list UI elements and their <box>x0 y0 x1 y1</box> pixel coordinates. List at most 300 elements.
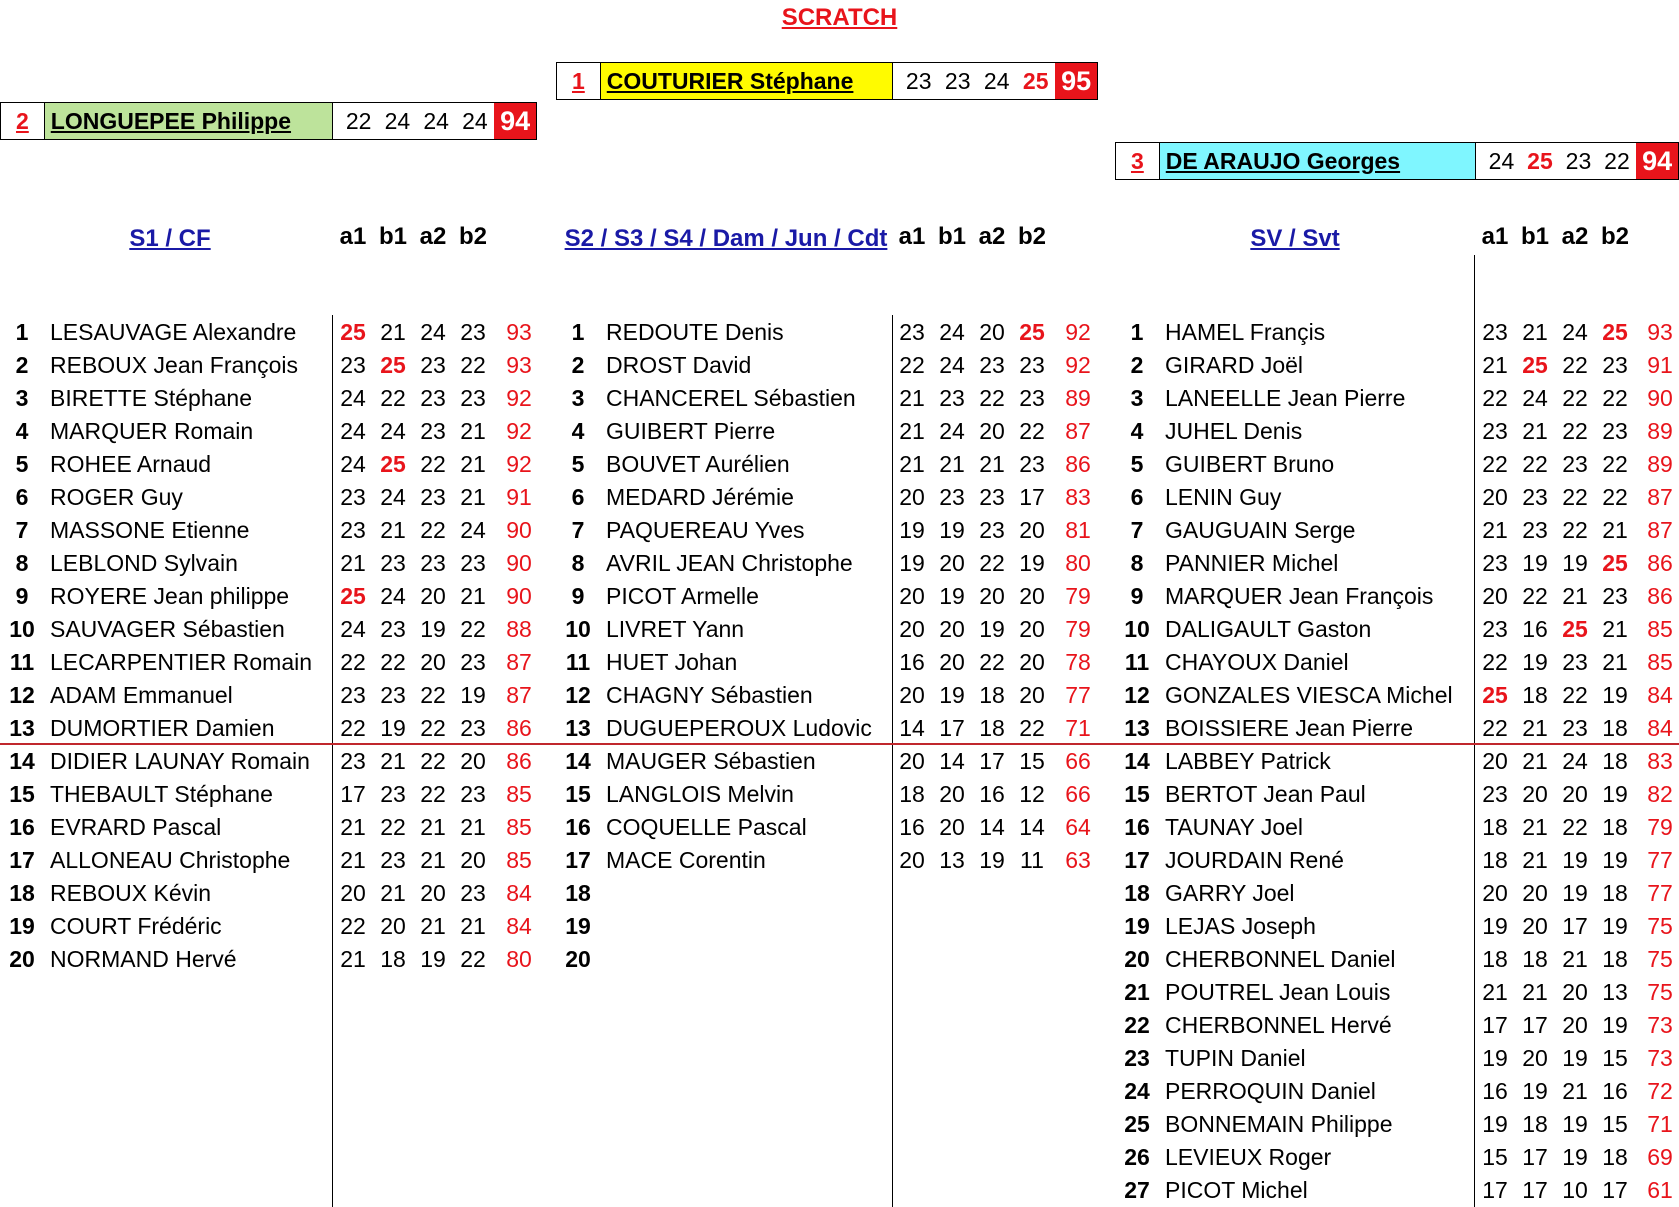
row-total: 92 <box>1065 352 1091 378</box>
row-score: 20 <box>1019 517 1045 543</box>
row-score: 17 <box>340 781 366 807</box>
row-score: 16 <box>1522 616 1548 642</box>
row-score: 20 <box>1522 913 1548 939</box>
row-name: PANNIER Michel <box>1165 550 1339 576</box>
row-score: 19 <box>979 847 1005 873</box>
row-score: 23 <box>340 682 366 708</box>
row-rank: 15 <box>565 781 591 807</box>
row-score: 19 <box>1482 1045 1508 1071</box>
table-row <box>0 448 1679 481</box>
row-score: 21 <box>1562 583 1588 609</box>
row-total: 92 <box>506 385 532 411</box>
row-score: 22 <box>1522 451 1548 477</box>
table-row <box>0 844 1679 877</box>
row-score: 23 <box>979 484 1005 510</box>
row-rank: 7 <box>571 517 585 543</box>
row-score: 21 <box>380 319 406 345</box>
table-row <box>0 679 1679 712</box>
row-rank: 6 <box>571 484 585 510</box>
row-score: 24 <box>340 451 366 477</box>
row-score: 18 <box>899 781 925 807</box>
row-total: 77 <box>1647 847 1673 873</box>
row-total: 85 <box>506 781 532 807</box>
row-rank: 13 <box>1124 715 1150 741</box>
row-score: 17 <box>1522 1144 1548 1170</box>
category-header-s2: S2 / S3 / S4 / Dam / Jun / Cdt <box>564 225 888 252</box>
table-row <box>0 1042 1679 1075</box>
table-row <box>0 943 1679 976</box>
row-score: 20 <box>1019 649 1045 675</box>
row-rank: 19 <box>1124 913 1150 939</box>
row-score: 22 <box>340 715 366 741</box>
row-name: ROHEE Arnaud <box>50 451 212 477</box>
row-score: 20 <box>979 319 1005 345</box>
col-label: a2 <box>1561 223 1589 250</box>
row-rank: 1 <box>571 319 585 345</box>
row-rank: 18 <box>1124 880 1150 906</box>
row-total: 71 <box>1065 715 1091 741</box>
row-rank: 3 <box>571 385 585 411</box>
podium-score: 25 <box>1022 67 1049 94</box>
row-score: 22 <box>979 649 1005 675</box>
row-score: 22 <box>1019 715 1045 741</box>
row-score: 14 <box>939 748 965 774</box>
row-score: 25 <box>380 352 406 378</box>
row-score: 24 <box>380 583 406 609</box>
table-row <box>0 547 1679 580</box>
row-name: DALIGAULT Gaston <box>1165 616 1372 642</box>
row-score: 20 <box>460 847 486 873</box>
table-row <box>0 349 1679 382</box>
row-name: LANEELLE Jean Pierre <box>1165 385 1406 411</box>
row-score: 18 <box>380 946 406 972</box>
table-row <box>0 646 1679 679</box>
row-rank: 20 <box>565 946 591 972</box>
row-rank: 20 <box>9 946 35 972</box>
row-total: 93 <box>1647 319 1673 345</box>
row-score: 20 <box>1522 781 1548 807</box>
podium-rank: 2 <box>1 103 45 139</box>
row-rank: 4 <box>1130 418 1144 444</box>
row-total: 90 <box>506 550 532 576</box>
row-score: 19 <box>1522 1078 1548 1104</box>
row-name: NORMAND Hervé <box>50 946 237 972</box>
row-score: 23 <box>460 715 486 741</box>
row-name: AVRIL JEAN Christophe <box>606 550 853 576</box>
row-name: MEDARD Jérémie <box>606 484 794 510</box>
row-score: 19 <box>1482 913 1508 939</box>
row-total: 80 <box>1065 550 1091 576</box>
row-score: 19 <box>939 517 965 543</box>
row-name: ALLONEAU Christophe <box>50 847 291 873</box>
row-score: 10 <box>1562 1177 1588 1203</box>
row-score: 23 <box>1602 418 1628 444</box>
row-score: 15 <box>1482 1144 1508 1170</box>
podium-score: 23 <box>905 67 932 94</box>
table-row <box>0 613 1679 646</box>
row-score: 19 <box>1562 1111 1588 1137</box>
row-score: 25 <box>1562 616 1588 642</box>
row-rank: 9 <box>1130 583 1144 609</box>
row-score: 23 <box>1562 649 1588 675</box>
row-score: 21 <box>1562 1078 1588 1104</box>
podium-score: 24 <box>462 107 488 134</box>
row-score: 18 <box>1602 880 1628 906</box>
row-score: 23 <box>380 781 406 807</box>
row-total: 86 <box>1647 583 1673 609</box>
row-score: 23 <box>340 484 366 510</box>
row-score: 17 <box>1482 1177 1508 1203</box>
row-score: 22 <box>1562 352 1588 378</box>
row-score: 19 <box>1019 550 1045 576</box>
podium-rank: 3 <box>1116 143 1160 179</box>
row-name: PICOT Armelle <box>606 583 759 609</box>
row-score: 25 <box>1482 682 1508 708</box>
row-score: 22 <box>1562 385 1588 411</box>
podium-score: 24 <box>1488 147 1515 174</box>
row-name: GUIBERT Bruno <box>1165 451 1335 477</box>
table-row <box>0 1174 1679 1207</box>
row-score: 24 <box>939 319 965 345</box>
category-header-s1: S1 / CF <box>129 225 211 252</box>
row-score: 21 <box>939 451 965 477</box>
row-rank: 18 <box>9 880 35 906</box>
row-total: 85 <box>1647 616 1673 642</box>
row-score: 23 <box>460 385 486 411</box>
row-total: 72 <box>1647 1078 1673 1104</box>
row-name: LEBLOND Sylvain <box>50 550 238 576</box>
col-label: b2 <box>458 223 487 250</box>
row-score: 23 <box>460 550 486 576</box>
row-score: 19 <box>1522 649 1548 675</box>
row-rank: 2 <box>571 352 585 378</box>
row-rank: 17 <box>565 847 591 873</box>
row-name: TAUNAY Joel <box>1165 814 1304 840</box>
row-score: 19 <box>1602 913 1628 939</box>
row-score: 23 <box>340 352 366 378</box>
col-label: a1 <box>898 223 926 250</box>
row-score: 22 <box>1019 418 1045 444</box>
row-name: BOUVET Aurélien <box>606 451 790 477</box>
row-total: 71 <box>1647 1111 1673 1137</box>
row-score: 23 <box>1522 517 1548 543</box>
col-label: a1 <box>1481 223 1509 250</box>
row-score: 18 <box>1602 748 1628 774</box>
row-name: ROGER Guy <box>50 484 183 510</box>
row-score: 18 <box>1602 814 1628 840</box>
row-total: 89 <box>1065 385 1091 411</box>
podium-second <box>0 102 537 140</box>
table-row <box>0 415 1679 448</box>
row-total: 73 <box>1647 1045 1673 1071</box>
row-score: 21 <box>1522 748 1548 774</box>
row-score: 24 <box>1562 748 1588 774</box>
row-score: 21 <box>380 517 406 543</box>
row-name: PICOT Michel <box>1165 1177 1308 1203</box>
row-total: 80 <box>506 946 532 972</box>
row-score: 22 <box>420 451 446 477</box>
row-rank: 19 <box>9 913 35 939</box>
row-score: 20 <box>420 583 446 609</box>
row-name: LABBEY Patrick <box>1165 748 1331 774</box>
row-score: 25 <box>1019 319 1045 345</box>
row-total: 75 <box>1647 979 1673 1005</box>
row-score: 23 <box>420 418 446 444</box>
page-title: SCRATCH <box>781 4 898 31</box>
row-score: 21 <box>340 946 366 972</box>
row-name: BERTOT Jean Paul <box>1165 781 1366 807</box>
table-row <box>0 778 1679 811</box>
row-total: 87 <box>1647 484 1673 510</box>
row-rank: 25 <box>1124 1111 1150 1137</box>
row-score: 17 <box>1562 913 1588 939</box>
row-score: 25 <box>380 451 406 477</box>
row-score: 24 <box>340 385 366 411</box>
row-score: 20 <box>939 814 965 840</box>
row-rank: 16 <box>1124 814 1150 840</box>
row-score: 14 <box>899 715 925 741</box>
row-score: 21 <box>1482 979 1508 1005</box>
row-score: 23 <box>460 649 486 675</box>
col-label: b2 <box>1017 223 1046 250</box>
row-score: 23 <box>1562 715 1588 741</box>
row-name: JOURDAIN René <box>1165 847 1344 873</box>
row-name: BONNEMAIN Philippe <box>1165 1111 1393 1137</box>
row-score: 21 <box>340 550 366 576</box>
row-rank: 20 <box>1124 946 1150 972</box>
row-score: 20 <box>1562 1012 1588 1038</box>
row-score: 20 <box>460 748 486 774</box>
row-name: HUET Johan <box>606 649 738 675</box>
row-total: 73 <box>1647 1012 1673 1038</box>
row-name: CHERBONNEL Hervé <box>1165 1012 1392 1038</box>
col-label: b2 <box>1600 223 1629 250</box>
row-score: 21 <box>1602 517 1628 543</box>
row-score: 19 <box>420 616 446 642</box>
row-score: 22 <box>1602 385 1628 411</box>
row-score: 22 <box>1482 385 1508 411</box>
row-name: HAMEL Françis <box>1165 319 1326 345</box>
row-rank: 11 <box>1124 649 1150 675</box>
table-row <box>0 877 1679 910</box>
row-rank: 3 <box>15 385 29 411</box>
row-score: 24 <box>1562 319 1588 345</box>
row-name: LESAUVAGE Alexandre <box>50 319 297 345</box>
row-score: 18 <box>1482 847 1508 873</box>
table-row <box>0 745 1679 778</box>
row-total: 78 <box>1065 649 1091 675</box>
row-score: 22 <box>1482 715 1508 741</box>
row-score: 21 <box>1522 814 1548 840</box>
row-name: SAUVAGER Sébastien <box>50 616 285 642</box>
row-rank: 18 <box>565 880 591 906</box>
row-score: 19 <box>1522 550 1548 576</box>
row-score: 19 <box>460 682 486 708</box>
row-score: 23 <box>1482 781 1508 807</box>
row-score: 17 <box>1522 1177 1548 1203</box>
row-score: 21 <box>899 418 925 444</box>
row-name: DIDIER LAUNAY Romain <box>50 748 310 774</box>
row-total: 93 <box>506 352 532 378</box>
row-name: LANGLOIS Melvin <box>606 781 794 807</box>
row-rank: 3 <box>1130 385 1144 411</box>
row-score: 20 <box>420 880 446 906</box>
row-score: 23 <box>899 319 925 345</box>
row-total: 77 <box>1647 880 1673 906</box>
row-name: GAUGUAIN Serge <box>1165 517 1356 543</box>
row-name: CHERBONNEL Daniel <box>1165 946 1396 972</box>
row-total: 63 <box>1065 847 1091 873</box>
podium-score: 24 <box>983 67 1010 94</box>
row-rank: 1 <box>15 319 29 345</box>
row-score: 21 <box>1562 946 1588 972</box>
row-score: 20 <box>939 550 965 576</box>
row-total: 86 <box>506 715 532 741</box>
row-score: 20 <box>1019 583 1045 609</box>
row-total: 87 <box>506 649 532 675</box>
row-score: 23 <box>1602 583 1628 609</box>
row-total: 83 <box>1065 484 1091 510</box>
row-score: 19 <box>380 715 406 741</box>
row-rank: 9 <box>15 583 29 609</box>
row-name: JUHEL Denis <box>1165 418 1303 444</box>
row-score: 22 <box>1482 649 1508 675</box>
row-rank: 8 <box>1130 550 1144 576</box>
row-score: 16 <box>899 814 925 840</box>
row-score: 20 <box>939 649 965 675</box>
row-total: 84 <box>1647 715 1673 741</box>
row-rank: 4 <box>571 418 585 444</box>
row-total: 87 <box>506 682 532 708</box>
row-total: 82 <box>1647 781 1673 807</box>
row-score: 21 <box>460 451 486 477</box>
row-score: 16 <box>899 649 925 675</box>
row-total: 91 <box>506 484 532 510</box>
podium-total: 94 <box>494 103 536 139</box>
row-score: 22 <box>1562 517 1588 543</box>
row-score: 19 <box>939 682 965 708</box>
row-total: 66 <box>1065 781 1091 807</box>
podium-name: DE ARAUJO Georges <box>1160 143 1476 179</box>
row-score: 22 <box>460 616 486 642</box>
table-row <box>0 1141 1679 1174</box>
row-score: 19 <box>1602 781 1628 807</box>
row-score: 20 <box>979 418 1005 444</box>
row-rank: 5 <box>1130 451 1144 477</box>
podium-score: 22 <box>345 107 372 134</box>
podium-third <box>1115 142 1679 180</box>
row-rank: 5 <box>571 451 585 477</box>
row-rank: 17 <box>1124 847 1150 873</box>
row-score: 21 <box>380 880 406 906</box>
row-rank: 14 <box>1124 748 1150 774</box>
row-score: 21 <box>1602 649 1628 675</box>
table-row <box>0 1108 1679 1141</box>
category-header-sv: SV / Svt <box>1250 225 1340 252</box>
row-rank: 14 <box>565 748 591 774</box>
row-rank: 7 <box>1130 517 1144 543</box>
podium-score: 24 <box>384 107 411 134</box>
row-score: 19 <box>1562 550 1588 576</box>
podium-scores <box>1476 143 1636 179</box>
col-label: a2 <box>419 223 447 250</box>
row-score: 23 <box>380 550 406 576</box>
row-score: 21 <box>460 418 486 444</box>
row-rank: 2 <box>1130 352 1144 378</box>
row-score: 22 <box>420 781 446 807</box>
row-score: 20 <box>1482 748 1508 774</box>
row-score: 24 <box>340 616 366 642</box>
row-score: 17 <box>1522 1012 1548 1038</box>
row-score: 20 <box>1562 979 1588 1005</box>
table-row <box>0 316 1679 349</box>
row-score: 20 <box>899 583 925 609</box>
podium-score: 24 <box>423 107 449 134</box>
row-total: 89 <box>1647 418 1673 444</box>
row-score: 18 <box>1602 946 1628 972</box>
row-rank: 9 <box>571 583 585 609</box>
row-total: 91 <box>1647 352 1673 378</box>
row-rank: 6 <box>1130 484 1144 510</box>
row-total: 87 <box>1065 418 1091 444</box>
row-score: 18 <box>1482 814 1508 840</box>
row-score: 22 <box>1482 451 1508 477</box>
row-score: 25 <box>340 583 366 609</box>
col-label: b1 <box>1520 223 1549 250</box>
col-label: b1 <box>378 223 407 250</box>
row-score: 24 <box>340 418 366 444</box>
row-score: 22 <box>1522 583 1548 609</box>
podium-score: 23 <box>1565 147 1592 174</box>
row-total: 86 <box>506 748 532 774</box>
row-score: 22 <box>1562 484 1588 510</box>
row-name: BIRETTE Stéphane <box>50 385 252 411</box>
row-rank: 19 <box>565 913 591 939</box>
row-score: 20 <box>979 583 1005 609</box>
row-score: 13 <box>939 847 965 873</box>
row-score: 19 <box>1562 1144 1588 1170</box>
row-name: DUMORTIER Damien <box>50 715 275 741</box>
row-score: 22 <box>1562 682 1588 708</box>
row-score: 23 <box>380 682 406 708</box>
row-score: 18 <box>1482 946 1508 972</box>
row-score: 22 <box>420 715 446 741</box>
row-score: 21 <box>979 451 1005 477</box>
row-score: 24 <box>939 352 965 378</box>
row-score: 21 <box>340 847 366 873</box>
row-score: 21 <box>1522 418 1548 444</box>
row-score: 23 <box>939 484 965 510</box>
row-score: 19 <box>1602 847 1628 873</box>
row-name: GARRY Joel <box>1165 880 1295 906</box>
row-rank: 12 <box>9 682 35 708</box>
row-score: 22 <box>979 550 1005 576</box>
row-name: BOISSIERE Jean Pierre <box>1165 715 1413 741</box>
row-score: 21 <box>460 484 486 510</box>
row-score: 20 <box>899 682 925 708</box>
row-score: 23 <box>460 319 486 345</box>
row-score: 20 <box>1522 1045 1548 1071</box>
row-total: 66 <box>1065 748 1091 774</box>
row-score: 22 <box>979 385 1005 411</box>
row-score: 23 <box>460 880 486 906</box>
row-score: 20 <box>420 649 446 675</box>
row-score: 22 <box>460 352 486 378</box>
row-score: 19 <box>1562 847 1588 873</box>
row-total: 85 <box>506 814 532 840</box>
row-rank: 22 <box>1124 1012 1150 1038</box>
row-name: REBOUX Kévin <box>50 880 212 906</box>
